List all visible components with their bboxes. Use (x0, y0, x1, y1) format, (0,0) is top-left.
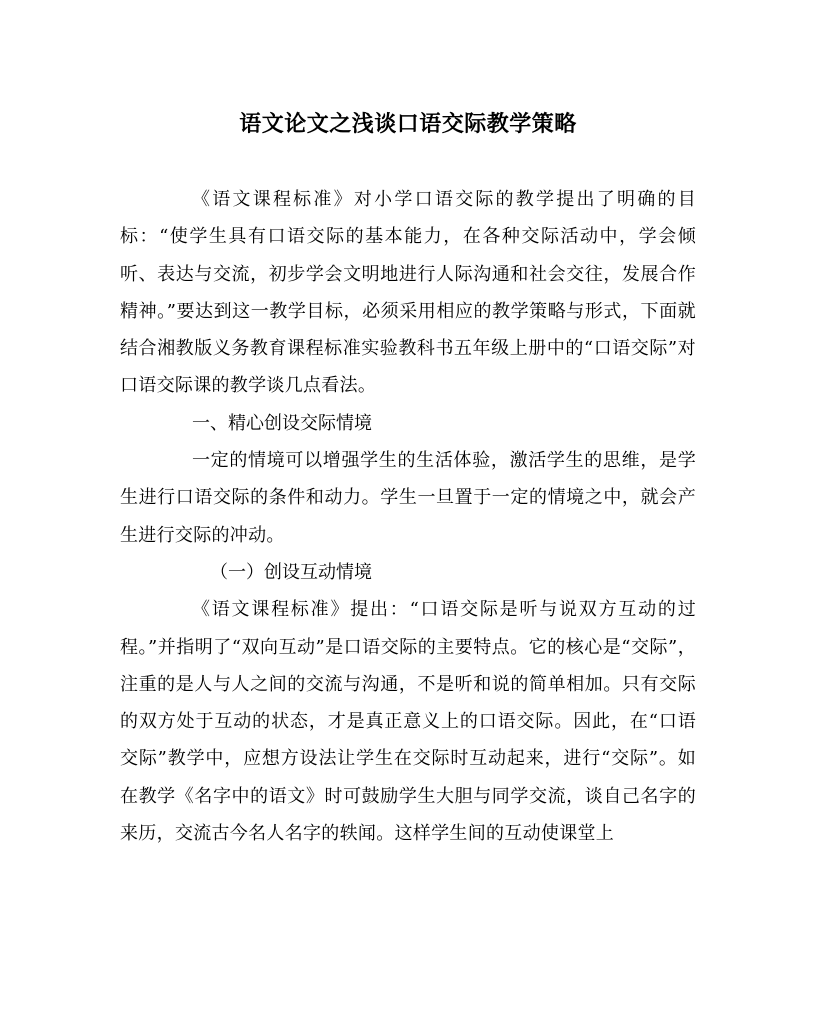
paragraph-intro: 《语文课程标准》对小学口语交际的教学提出了明确的目标：“使学生具有口语交际的基本能力，在各种交际活动中，学会倾听、表达与交流，初步学会文明地进行人际沟通和社会交往，发展合作精神。”要达到这一教学目标，必须采用相应的教学策略与形式，下面就结合湘教版义务教育课程标准实验教科书五年级上册中的“口语交际”对口语交际课的教学谈几点看法。 (120, 189, 696, 397)
paragraph-situation: 一定的情境可以增强学生的生活体验，激活学生的思维，是学生进行口语交际的条件和动力。学生一旦置于一定的情境之中，就会产生进行交际的冲动。 (120, 450, 696, 546)
subsection-heading-1: （一）创设互动情境 (210, 561, 372, 583)
section-heading-1: 一、精心创设交际情境 (192, 412, 372, 434)
paragraph-interaction: 《语文课程标准》提出：“口语交际是听与说双方互动的过程。”并指明了“双向互动”是口语交际的主要特点。它的核心是“交际”，注重的是人与人之间的交流与沟通，不是听和说的简单相加。只有交际的双方处于互动的状态，才是真正意义上的口语交际。因此，在“口语交际”教学中，应想方设法让学生在交际时互动起来，进行“交际”。如在教学《名字中的语文》时可鼓励学生大胆与同学交流，谈自己名字的来历，交流古今名人名字的轶闻。这样学生间的互动使课堂上 (120, 599, 696, 845)
document-body (120, 181, 696, 852)
document-title: 语文论文之浅谈口语交际教学策略 (239, 111, 577, 137)
